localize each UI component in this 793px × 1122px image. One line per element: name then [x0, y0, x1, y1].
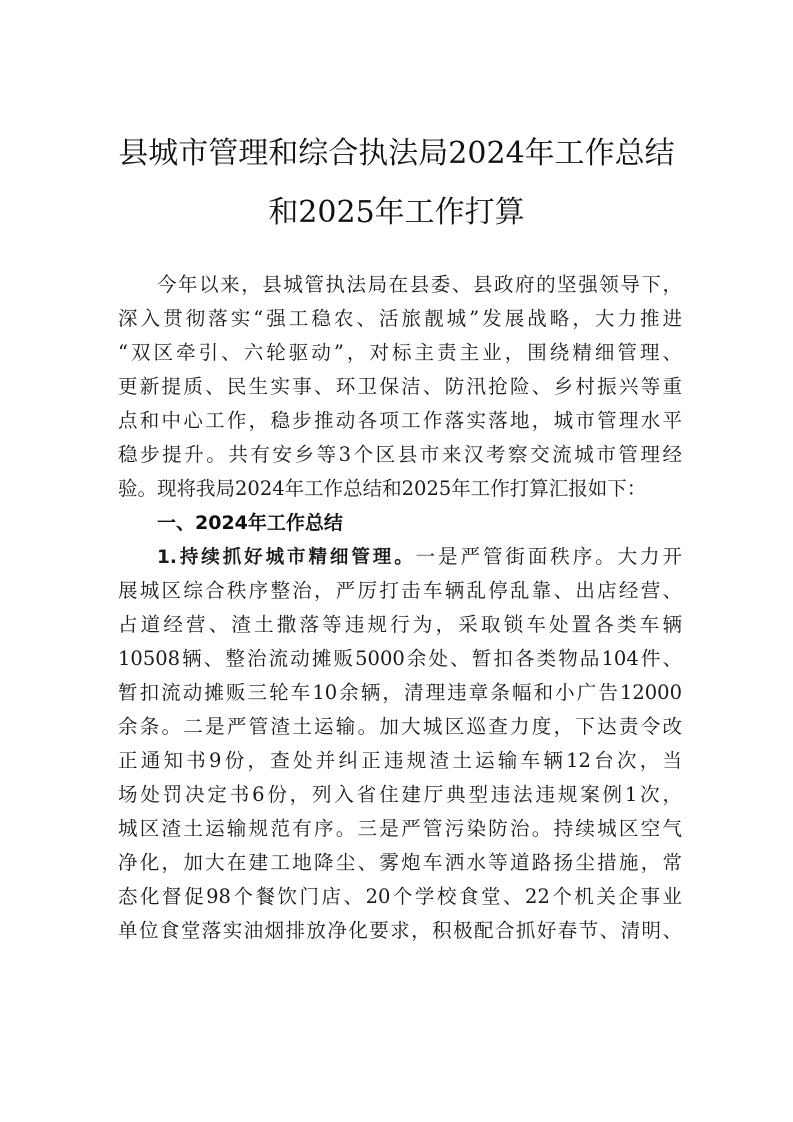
paragraph-line: 点和中心工作，稳步推动各项工作落实落地，城市管理水平 — [118, 409, 682, 432]
paragraph-line: 暂扣流动摊贩三轮车10余辆，清理违章条幅和小广告12000 — [118, 681, 682, 704]
item-title: 1.持续抓好城市精细管理。 — [157, 547, 416, 568]
section-heading: 一、2024年工作总结 — [157, 512, 343, 534]
paragraph-line: 验。现将我局2024年工作总结和2025年工作打算汇报如下： — [118, 477, 647, 500]
paragraph-line: 10508辆、整治流动摊贩5000余处、暂扣各类物品104件、 — [118, 647, 682, 670]
document-title-line1: 县城市管理和综合执法局2024年工作总结 — [118, 136, 675, 171]
paragraph-line: 稳步提升。共有安乡等3个区县市来汉考察交流城市管理经 — [118, 443, 682, 466]
paragraph-line: 展城区综合秩序整治，严厉打击车辆乱停乱靠、出店经营、 — [118, 579, 682, 602]
paragraph-line: 深入贯彻落实“强工稳农、活旅靓城”发展战略，大力推进 — [118, 307, 682, 330]
paragraph-line: 更新提质、民生实事、环卫保洁、防汛抢险、乡村振兴等重 — [118, 375, 682, 398]
paragraph-line: “双区牵引、六轮驱动”，对标主责主业，围绕精细管理、 — [118, 341, 682, 364]
paragraph-line: 正通知书9份，查处并纠正违规渣土运输车辆12台次，当 — [118, 749, 682, 772]
paragraph-line: 今年以来，县城管执法局在县委、县政府的坚强领导下， — [157, 273, 682, 296]
paragraph-line: 态化督促98个餐饮门店、20个学校食堂、22个机关企事业 — [118, 885, 682, 908]
paragraph-line: 占道经营、渣土撒落等违规行为，采取锁车处置各类车辆 — [118, 613, 682, 636]
paragraph-line: 场处罚决定书6份，列入省住建厅典型违法违规案例1次， — [118, 783, 682, 806]
paragraph-line: 城区渣土运输规范有序。三是严管污染防治。持续城区空气 — [118, 817, 682, 840]
paragraph-line: 余条。二是严管渣土运输。加大城区巡查力度，下达责令改 — [118, 715, 682, 738]
paragraph-line: 单位食堂落实油烟排放净化要求，积极配合抓好春节、清明、 — [118, 919, 682, 942]
item-first-line — [157, 540, 682, 574]
item-first-line-text: 一是严管街面秩序。大力开 — [415, 545, 682, 568]
paragraph-line: 净化，加大在建工地降尘、雾炮车洒水等道路扬尘措施，常 — [118, 851, 682, 874]
document-title-line2: 和2025年工作打算 — [268, 195, 525, 230]
